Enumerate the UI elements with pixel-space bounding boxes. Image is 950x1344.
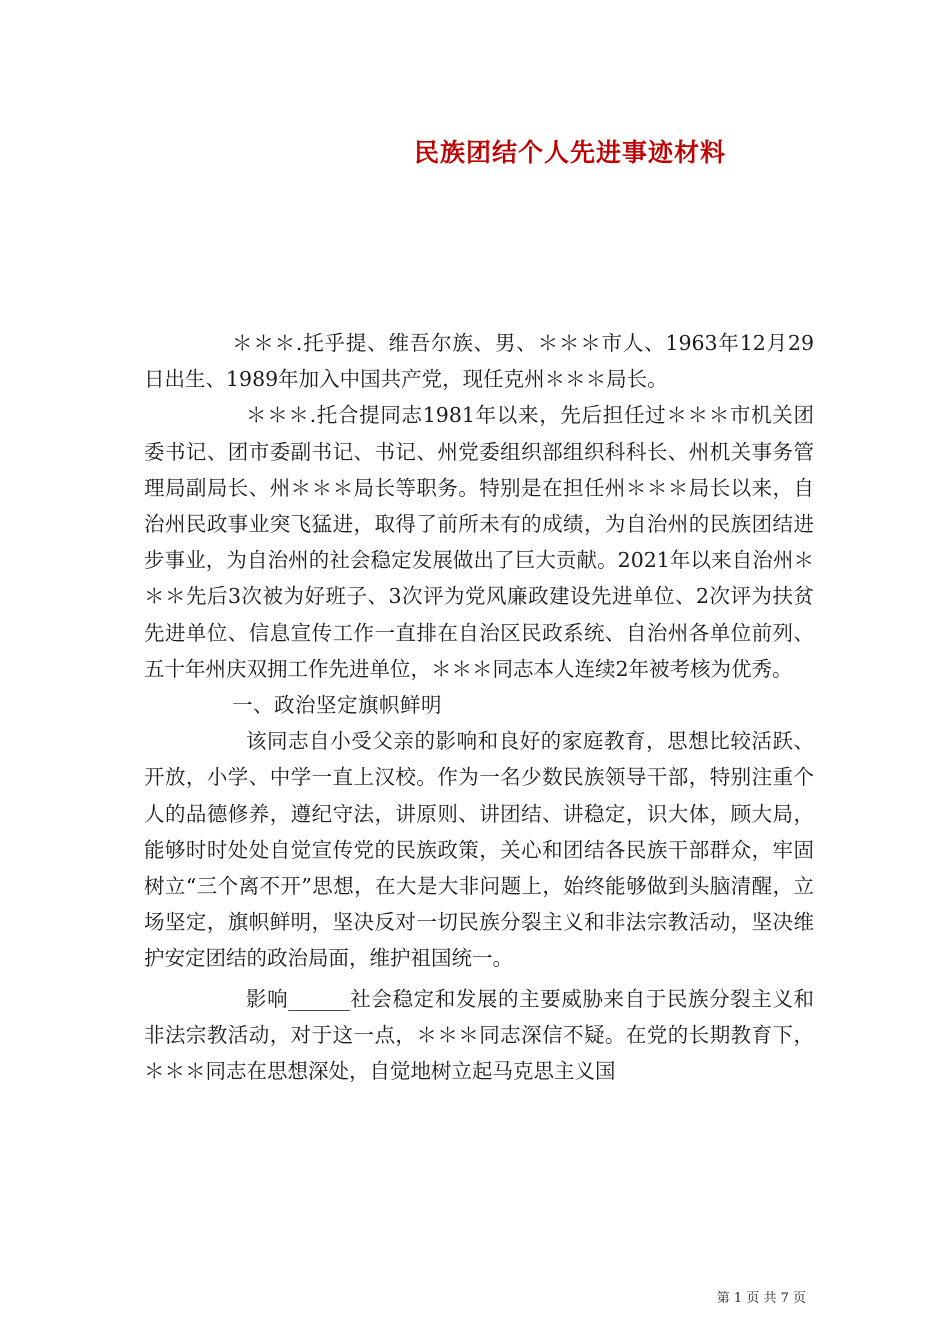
paragraph-career: ＊＊＊.托合提同志1981年以来，先后担任过＊＊＊市机关团委书记、团市委副书记、书记、州党委组织部组织科科长、州机关事务管理局副局长、州＊＊＊局长等职务。特别是在担任州＊＊＊局长以来，自治州民政事业突飞猛进，取得了前所未有的成绩，为自治州的民族团结进步事业，为自治州的社会稳定发展做出了巨大贡献。2021年以来自治州＊＊＊先后3次被为好班子、3次评为党风廉政建设先进单位、2次评为扶贫先进单位、信息宣传工作一直排在自治区民政系统、自治州各单位前列、五十年州庆双拥工作先进单位，＊＊＊同志本人连续2年被考核为优秀。 xyxy=(144,403,814,681)
paragraph-political: 该同志自小受父亲的影响和良好的家庭教育，思想比较活跃、开放，小学、中学一直上汉校。作为一名少数民族领导干部，特别注重个人的品德修养，遵纪守法，讲原则、讲团结、讲稳定，识大体，顾大局，能够时时处处自觉宣传党的民族政策，关心和团结各民族干部群众，牢固树立“三个离不开”思想，在大是大非问题上，始终能够做到头脑清醒，立场坚定，旗帜鲜明，坚决反对一切民族分裂主义和非法宗教活动，坚决维护安定团结的政治局面，维护祖国统一。 xyxy=(144,729,814,971)
paragraph-intro: ＊＊＊.托乎提、维吾尔族、男、＊＊＊市人、1963年12月29日出生、1989年加入中国共产党，现任克州＊＊＊局长。 xyxy=(144,331,814,392)
page-footer: 第 1 页 共 7 页 xyxy=(716,1291,806,1306)
document-body xyxy=(144,325,814,1089)
section-heading: 一、政治坚定旗帜鲜明 xyxy=(232,693,442,718)
paragraph-threat: 影响______社会稳定和发展的主要威胁来自于民族分裂主义和非法宗教活动，对于这一点，＊＊＊同志深信不疑。在党的长期教育下，＊＊＊同志在思想深处，自觉地树立起马克思主义国 xyxy=(144,986,814,1084)
page-title: 民族团结个人先进事迹材料 xyxy=(413,138,726,167)
